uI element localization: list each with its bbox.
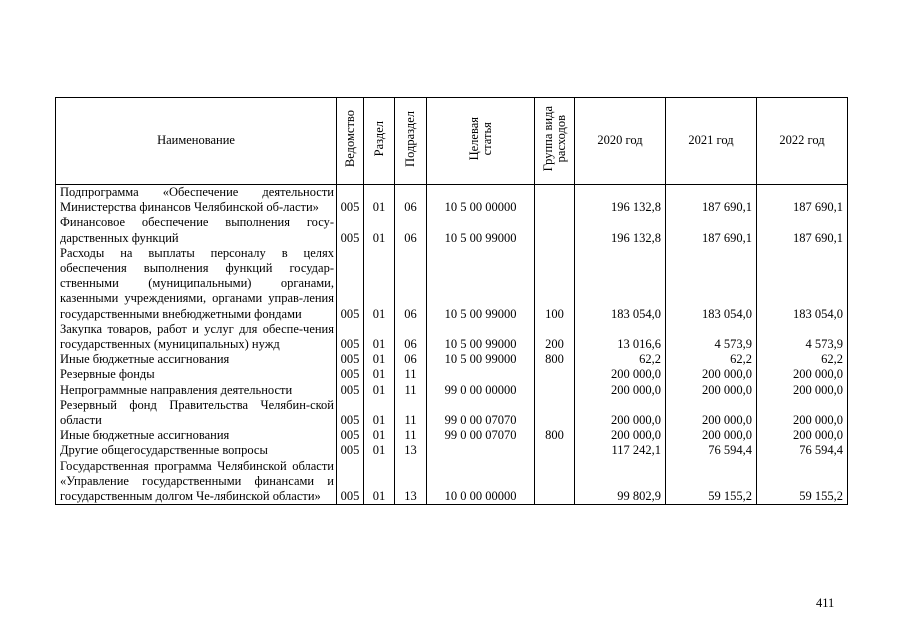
table-row bbox=[56, 398, 848, 428]
table-row bbox=[56, 246, 848, 322]
row-subsection: 06 bbox=[395, 322, 427, 352]
row-value-2022: 4 573,9 bbox=[757, 322, 848, 352]
row-subsection: 06 bbox=[395, 185, 427, 216]
row-value-2022: 187 690,1 bbox=[757, 215, 848, 245]
row-target-article: 10 5 00 99000 bbox=[427, 215, 535, 245]
row-target-article: 10 0 00 00000 bbox=[427, 459, 535, 505]
row-name: Резервный фонд Правительства Челябин-ской области bbox=[56, 398, 337, 428]
row-value-2022: 59 155,2 bbox=[757, 459, 848, 505]
row-value-2021: 200 000,0 bbox=[666, 383, 757, 398]
row-value-2020: 196 132,8 bbox=[575, 215, 666, 245]
row-target-article: 10 5 00 99000 bbox=[427, 352, 535, 367]
row-name: Финансовое обеспечение выполнения госу-дарственных функций bbox=[56, 215, 337, 245]
row-subsection: 06 bbox=[395, 352, 427, 367]
row-department: 005 bbox=[337, 459, 364, 505]
row-value-2021: 59 155,2 bbox=[666, 459, 757, 505]
row-value-2020: 196 132,8 bbox=[575, 185, 666, 216]
row-value-2022: 200 000,0 bbox=[757, 383, 848, 398]
row-expense-group bbox=[535, 185, 575, 216]
row-value-2021: 187 690,1 bbox=[666, 215, 757, 245]
row-expense-group: 200 bbox=[535, 322, 575, 352]
row-value-2020: 13 016,6 bbox=[575, 322, 666, 352]
row-value-2021: 183 054,0 bbox=[666, 246, 757, 322]
row-value-2020: 200 000,0 bbox=[575, 367, 666, 382]
row-section: 01 bbox=[364, 215, 395, 245]
row-expense-group: 800 bbox=[535, 428, 575, 443]
header-year-2021: 2021 год bbox=[666, 98, 757, 185]
row-name: Иные бюджетные ассигнования bbox=[56, 352, 337, 367]
row-subsection: 06 bbox=[395, 246, 427, 322]
row-value-2020: 62,2 bbox=[575, 352, 666, 367]
row-value-2021: 200 000,0 bbox=[666, 367, 757, 382]
row-department: 005 bbox=[337, 246, 364, 322]
row-name: Закупка товаров, работ и услуг для обеспе-чения государственных (муниципальных) нужд bbox=[56, 322, 337, 352]
row-value-2022: 187 690,1 bbox=[757, 185, 848, 216]
row-value-2020: 99 802,9 bbox=[575, 459, 666, 505]
row-value-2020: 200 000,0 bbox=[575, 383, 666, 398]
header-section-label: Раздел bbox=[371, 121, 386, 157]
row-section: 01 bbox=[364, 185, 395, 216]
row-value-2021: 62,2 bbox=[666, 352, 757, 367]
row-expense-group bbox=[535, 459, 575, 505]
table-header-row bbox=[56, 98, 848, 185]
header-target-article bbox=[427, 98, 535, 185]
row-name: Подпрограмма «Обеспечение деятельности Министерства финансов Челябинской об-ласти» bbox=[56, 185, 337, 216]
row-value-2020: 200 000,0 bbox=[575, 428, 666, 443]
row-value-2022: 76 594,4 bbox=[757, 443, 848, 458]
row-value-2022: 183 054,0 bbox=[757, 246, 848, 322]
row-name: Иные бюджетные ассигнования bbox=[56, 428, 337, 443]
row-value-2022: 200 000,0 bbox=[757, 398, 848, 428]
table-row bbox=[56, 322, 848, 352]
page-number: 411 bbox=[816, 596, 835, 610]
header-name: Наименование bbox=[56, 98, 337, 185]
table-row bbox=[56, 367, 848, 382]
table-row bbox=[56, 185, 848, 216]
row-department: 005 bbox=[337, 428, 364, 443]
row-department: 005 bbox=[337, 443, 364, 458]
row-expense-group bbox=[535, 443, 575, 458]
table-row bbox=[56, 459, 848, 505]
header-department-label: Ведомство bbox=[342, 110, 357, 168]
row-value-2021: 4 573,9 bbox=[666, 322, 757, 352]
row-section: 01 bbox=[364, 443, 395, 458]
row-department: 005 bbox=[337, 383, 364, 398]
row-expense-group bbox=[535, 367, 575, 382]
row-value-2020: 200 000,0 bbox=[575, 398, 666, 428]
row-target-article: 10 5 00 99000 bbox=[427, 246, 535, 322]
table-row bbox=[56, 215, 848, 245]
row-department: 005 bbox=[337, 215, 364, 245]
row-department: 005 bbox=[337, 322, 364, 352]
row-value-2022: 62,2 bbox=[757, 352, 848, 367]
row-target-article bbox=[427, 443, 535, 458]
row-expense-group: 100 bbox=[535, 246, 575, 322]
row-name: Другие общегосударственные вопросы bbox=[56, 443, 337, 458]
row-name: Непрограммные направления деятельности bbox=[56, 383, 337, 398]
row-subsection: 11 bbox=[395, 383, 427, 398]
row-expense-group bbox=[535, 398, 575, 428]
row-subsection: 13 bbox=[395, 443, 427, 458]
row-target-article bbox=[427, 367, 535, 382]
row-value-2021: 76 594,4 bbox=[666, 443, 757, 458]
row-subsection: 11 bbox=[395, 398, 427, 428]
header-year-2022: 2022 год bbox=[757, 98, 848, 185]
table-row bbox=[56, 352, 848, 367]
header-expense-group-label: Группа вида расходов bbox=[540, 106, 568, 172]
table-row bbox=[56, 428, 848, 443]
table-row bbox=[56, 383, 848, 398]
row-value-2021: 200 000,0 bbox=[666, 398, 757, 428]
row-target-article: 99 0 00 07070 bbox=[427, 428, 535, 443]
row-value-2021: 187 690,1 bbox=[666, 185, 757, 216]
row-target-article: 10 5 00 99000 bbox=[427, 322, 535, 352]
header-subsection bbox=[395, 98, 427, 185]
row-section: 01 bbox=[364, 428, 395, 443]
row-section: 01 bbox=[364, 246, 395, 322]
row-subsection: 13 bbox=[395, 459, 427, 505]
row-expense-group bbox=[535, 383, 575, 398]
row-expense-group bbox=[535, 215, 575, 245]
row-value-2020: 117 242,1 bbox=[575, 443, 666, 458]
row-section: 01 bbox=[364, 352, 395, 367]
row-expense-group: 800 bbox=[535, 352, 575, 367]
row-section: 01 bbox=[364, 459, 395, 505]
header-target-article-label: Целевая статья bbox=[466, 117, 494, 161]
header-expense-group bbox=[535, 98, 575, 185]
row-value-2022: 200 000,0 bbox=[757, 428, 848, 443]
row-section: 01 bbox=[364, 398, 395, 428]
row-section: 01 bbox=[364, 383, 395, 398]
budget-table bbox=[55, 97, 848, 505]
row-subsection: 06 bbox=[395, 215, 427, 245]
row-value-2021: 200 000,0 bbox=[666, 428, 757, 443]
row-section: 01 bbox=[364, 322, 395, 352]
row-subsection: 11 bbox=[395, 428, 427, 443]
header-section bbox=[364, 98, 395, 185]
row-target-article: 99 0 00 00000 bbox=[427, 383, 535, 398]
row-value-2020: 183 054,0 bbox=[575, 246, 666, 322]
header-department bbox=[337, 98, 364, 185]
table-row bbox=[56, 443, 848, 458]
row-department: 005 bbox=[337, 367, 364, 382]
row-name: Государственная программа Челябинской области «Управление государственными финансами и государственным долгом Че-лябинской области» bbox=[56, 459, 337, 505]
row-department: 005 bbox=[337, 185, 364, 216]
row-target-article: 10 5 00 00000 bbox=[427, 185, 535, 216]
row-name: Резервные фонды bbox=[56, 367, 337, 382]
row-section: 01 bbox=[364, 367, 395, 382]
row-department: 005 bbox=[337, 352, 364, 367]
row-subsection: 11 bbox=[395, 367, 427, 382]
row-target-article: 99 0 00 07070 bbox=[427, 398, 535, 428]
header-subsection-label: Подраздел bbox=[403, 110, 417, 167]
row-name: Расходы на выплаты персоналу в целях обеспечения выполнения функций государ-ственными (муниципальными) органами, казенными учреждениями, органами управ-ления государственными внебюджетными фондами bbox=[56, 246, 337, 322]
header-year-2020: 2020 год bbox=[575, 98, 666, 185]
row-department: 005 bbox=[337, 398, 364, 428]
row-value-2022: 200 000,0 bbox=[757, 367, 848, 382]
